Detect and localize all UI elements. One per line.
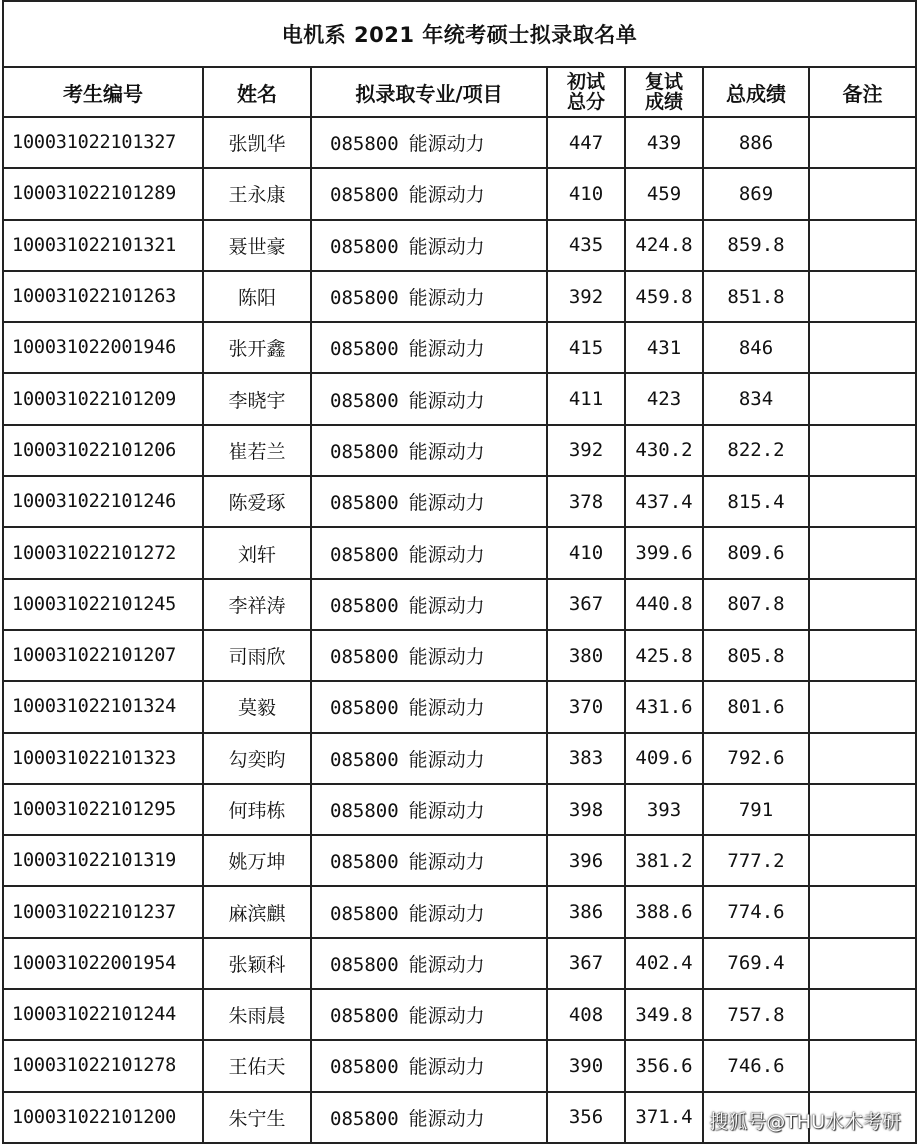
major-code: 085800 xyxy=(330,133,399,156)
total-score-cell: 774.6 xyxy=(703,886,809,937)
major-name: 能源动力 xyxy=(408,492,485,515)
header-row xyxy=(3,67,916,117)
total-score-cell: 886 xyxy=(703,117,809,168)
candidate-id-cell: 100031022101289 xyxy=(3,168,203,219)
major-name: 能源动力 xyxy=(408,133,485,156)
table-row xyxy=(3,630,916,681)
candidate-id-cell: 100031022101327 xyxy=(3,117,203,168)
major-name: 能源动力 xyxy=(408,1056,485,1079)
table-row xyxy=(3,681,916,732)
major-cell xyxy=(311,886,547,937)
major-code: 085800 xyxy=(330,902,399,925)
remark-cell xyxy=(809,322,916,373)
major-cell xyxy=(311,220,547,271)
header-total-score: 总成绩 xyxy=(703,67,809,117)
retest-score-cell: 424.8 xyxy=(625,220,703,271)
major-code: 085800 xyxy=(330,338,399,361)
remark-cell xyxy=(809,989,916,1040)
total-score-cell: 746.6 xyxy=(703,1040,809,1091)
table-row xyxy=(3,476,916,527)
prelim-score-cell: 380 xyxy=(547,630,625,681)
name-cell: 张开鑫 xyxy=(203,322,311,373)
prelim-score-cell: 410 xyxy=(547,527,625,578)
major-cell xyxy=(311,527,547,578)
major-cell xyxy=(311,989,547,1040)
name-cell: 朱雨晨 xyxy=(203,989,311,1040)
remark-cell xyxy=(809,220,916,271)
total-score-cell: 792.6 xyxy=(703,733,809,784)
candidate-id-cell: 100031022101323 xyxy=(3,733,203,784)
name-cell: 李晓宇 xyxy=(203,373,311,424)
major-name: 能源动力 xyxy=(408,902,485,925)
retest-score-cell: 439 xyxy=(625,117,703,168)
major-name: 能源动力 xyxy=(408,440,485,463)
retest-score-cell: 409.6 xyxy=(625,733,703,784)
major-cell xyxy=(311,373,547,424)
total-score-cell: 834 xyxy=(703,373,809,424)
total-score-cell: 809.6 xyxy=(703,527,809,578)
major-cell xyxy=(311,271,547,322)
major-cell xyxy=(311,938,547,989)
retest-score-cell: 356.6 xyxy=(625,1040,703,1091)
candidate-id-cell: 100031022001946 xyxy=(3,322,203,373)
retest-score-cell: 431.6 xyxy=(625,681,703,732)
table-row xyxy=(3,322,916,373)
major-cell xyxy=(311,579,547,630)
major-code: 085800 xyxy=(330,646,399,669)
header-retest-score xyxy=(625,67,703,117)
major-cell xyxy=(311,1040,547,1091)
name-cell: 司雨欣 xyxy=(203,630,311,681)
table-row xyxy=(3,168,916,219)
admission-list-sheet xyxy=(2,0,915,1144)
table-row xyxy=(3,886,916,937)
major-code: 085800 xyxy=(330,953,399,976)
major-name: 能源动力 xyxy=(408,1107,485,1130)
table-row xyxy=(3,1040,916,1091)
major-code: 085800 xyxy=(330,1005,399,1028)
candidate-id-cell: 100031022101206 xyxy=(3,425,203,476)
table-row xyxy=(3,784,916,835)
major-name: 能源动力 xyxy=(408,748,485,771)
header-prelim-line2: 总分 xyxy=(566,90,605,113)
prelim-score-cell: 398 xyxy=(547,784,625,835)
retest-score-cell: 431 xyxy=(625,322,703,373)
major-cell xyxy=(311,630,547,681)
table-title: 电机系 2021 年统考硕士拟录取名单 xyxy=(3,1,916,67)
major-code: 085800 xyxy=(330,389,399,412)
candidate-id-cell: 100031022101246 xyxy=(3,476,203,527)
major-cell xyxy=(311,168,547,219)
prelim-score-cell: 410 xyxy=(547,168,625,219)
major-name: 能源动力 xyxy=(408,235,485,258)
total-score-cell: 815.4 xyxy=(703,476,809,527)
table-row xyxy=(3,527,916,578)
remark-cell xyxy=(809,784,916,835)
total-score-cell: 846 xyxy=(703,322,809,373)
table-row xyxy=(3,271,916,322)
major-cell xyxy=(311,425,547,476)
candidate-id-cell: 100031022101324 xyxy=(3,681,203,732)
major-cell xyxy=(311,835,547,886)
name-cell: 张凯华 xyxy=(203,117,311,168)
retest-score-cell: 349.8 xyxy=(625,989,703,1040)
table-row xyxy=(3,220,916,271)
name-cell: 莫毅 xyxy=(203,681,311,732)
watermark-text: 搜狐号@THU水木考研 xyxy=(709,1111,901,1133)
name-cell: 陈阳 xyxy=(203,271,311,322)
prelim-score-cell: 378 xyxy=(547,476,625,527)
name-cell: 朱宁生 xyxy=(203,1092,311,1143)
name-cell: 麻滨麒 xyxy=(203,886,311,937)
table-row xyxy=(3,579,916,630)
header-retest-line2: 成绩 xyxy=(644,90,683,113)
candidate-id-cell: 100031022101319 xyxy=(3,835,203,886)
total-score-cell: 851.8 xyxy=(703,271,809,322)
table-row xyxy=(3,989,916,1040)
admission-table xyxy=(2,0,917,1144)
candidate-id-cell: 100031022101295 xyxy=(3,784,203,835)
name-cell: 刘轩 xyxy=(203,527,311,578)
remark-cell xyxy=(809,425,916,476)
name-cell: 勾奕昀 xyxy=(203,733,311,784)
prelim-score-cell: 356 xyxy=(547,1092,625,1143)
prelim-score-cell: 415 xyxy=(547,322,625,373)
remark-cell xyxy=(809,835,916,886)
total-score-cell: 769.4 xyxy=(703,938,809,989)
remark-cell xyxy=(809,271,916,322)
major-code: 085800 xyxy=(330,440,399,463)
retest-score-cell: 393 xyxy=(625,784,703,835)
prelim-score-cell: 390 xyxy=(547,1040,625,1091)
major-name: 能源动力 xyxy=(408,953,485,976)
candidate-id-cell: 100031022101272 xyxy=(3,527,203,578)
major-cell xyxy=(311,733,547,784)
candidate-id-cell: 100031022101263 xyxy=(3,271,203,322)
candidate-id-cell: 100031022101245 xyxy=(3,579,203,630)
header-prelim-line1: 初试 xyxy=(566,70,605,93)
major-cell xyxy=(311,681,547,732)
table-body xyxy=(3,117,916,1143)
remark-cell xyxy=(809,117,916,168)
major-cell xyxy=(311,322,547,373)
remark-cell xyxy=(809,938,916,989)
major-name: 能源动力 xyxy=(408,184,485,207)
table-row xyxy=(3,117,916,168)
candidate-id-cell: 100031022101278 xyxy=(3,1040,203,1091)
major-code: 085800 xyxy=(330,594,399,617)
major-name: 能源动力 xyxy=(408,800,485,822)
header-prelim-score xyxy=(547,67,625,117)
retest-score-cell: 423 xyxy=(625,373,703,424)
table-row xyxy=(3,425,916,476)
prelim-score-cell: 370 xyxy=(547,681,625,732)
major-cell xyxy=(311,476,547,527)
major-code: 085800 xyxy=(330,543,399,566)
prelim-score-cell: 411 xyxy=(547,373,625,424)
retest-score-cell: 425.8 xyxy=(625,630,703,681)
candidate-id-cell: 100031022101209 xyxy=(3,373,203,424)
major-code: 085800 xyxy=(330,800,399,822)
remark-cell xyxy=(809,373,916,424)
major-name: 能源动力 xyxy=(408,389,485,412)
major-name: 能源动力 xyxy=(408,697,485,720)
remark-cell xyxy=(809,527,916,578)
total-score-cell: 757.8 xyxy=(703,989,809,1040)
major-name: 能源动力 xyxy=(408,543,485,566)
header-remark: 备注 xyxy=(809,67,916,117)
total-score-cell: 777.2 xyxy=(703,835,809,886)
retest-score-cell: 437.4 xyxy=(625,476,703,527)
prelim-score-cell: 447 xyxy=(547,117,625,168)
name-cell: 何玮栋 xyxy=(203,784,311,835)
table-row xyxy=(3,733,916,784)
major-code: 085800 xyxy=(330,748,399,771)
prelim-score-cell: 392 xyxy=(547,271,625,322)
header-candidate-id: 考生编号 xyxy=(3,67,203,117)
remark-cell xyxy=(809,630,916,681)
prelim-score-cell: 396 xyxy=(547,835,625,886)
title-row xyxy=(3,1,916,67)
retest-score-cell: 399.6 xyxy=(625,527,703,578)
candidate-id-cell: 100031022101207 xyxy=(3,630,203,681)
remark-cell xyxy=(809,1040,916,1091)
total-score-cell: 791 xyxy=(703,784,809,835)
header-name: 姓名 xyxy=(203,67,311,117)
name-cell: 聂世豪 xyxy=(203,220,311,271)
major-code: 085800 xyxy=(330,235,399,258)
major-cell xyxy=(311,117,547,168)
retest-score-cell: 440.8 xyxy=(625,579,703,630)
major-name: 能源动力 xyxy=(408,338,485,361)
candidate-id-cell: 100031022101237 xyxy=(3,886,203,937)
prelim-score-cell: 408 xyxy=(547,989,625,1040)
major-code: 085800 xyxy=(330,492,399,515)
name-cell: 崔若兰 xyxy=(203,425,311,476)
total-score-cell: 801.6 xyxy=(703,681,809,732)
major-cell xyxy=(311,784,547,835)
name-cell: 陈爱琢 xyxy=(203,476,311,527)
candidate-id-cell: 100031022001954 xyxy=(3,938,203,989)
retest-score-cell: 459.8 xyxy=(625,271,703,322)
name-cell: 李祥涛 xyxy=(203,579,311,630)
prelim-score-cell: 392 xyxy=(547,425,625,476)
header-retest-line1: 复试 xyxy=(644,70,683,93)
name-cell: 王永康 xyxy=(203,168,311,219)
name-cell: 张颖科 xyxy=(203,938,311,989)
retest-score-cell: 381.2 xyxy=(625,835,703,886)
table-row xyxy=(3,373,916,424)
major-code: 085800 xyxy=(330,287,399,310)
prelim-score-cell: 367 xyxy=(547,579,625,630)
total-score-cell: 822.2 xyxy=(703,425,809,476)
major-name: 能源动力 xyxy=(408,646,485,669)
major-name: 能源动力 xyxy=(408,851,485,874)
remark-cell xyxy=(809,886,916,937)
candidate-id-cell: 100031022101244 xyxy=(3,989,203,1040)
major-code: 085800 xyxy=(330,1056,399,1079)
prelim-score-cell: 367 xyxy=(547,938,625,989)
retest-score-cell: 430.2 xyxy=(625,425,703,476)
total-score-cell: 805.8 xyxy=(703,630,809,681)
major-code: 085800 xyxy=(330,184,399,207)
remark-cell xyxy=(809,168,916,219)
remark-cell xyxy=(809,579,916,630)
table-row xyxy=(3,938,916,989)
candidate-id-cell: 100031022101321 xyxy=(3,220,203,271)
candidate-id-cell: 100031022101200 xyxy=(3,1092,203,1143)
remark-cell xyxy=(809,733,916,784)
retest-score-cell: 371.4 xyxy=(625,1092,703,1143)
major-code: 085800 xyxy=(330,1107,399,1130)
prelim-score-cell: 435 xyxy=(547,220,625,271)
header-major: 拟录取专业/项目 xyxy=(311,67,547,117)
name-cell: 姚万坤 xyxy=(203,835,311,886)
prelim-score-cell: 386 xyxy=(547,886,625,937)
retest-score-cell: 388.6 xyxy=(625,886,703,937)
prelim-score-cell: 383 xyxy=(547,733,625,784)
remark-cell xyxy=(809,476,916,527)
total-score-cell: 807.8 xyxy=(703,579,809,630)
retest-score-cell: 459 xyxy=(625,168,703,219)
major-name: 能源动力 xyxy=(408,594,485,617)
total-score-cell: 859.8 xyxy=(703,220,809,271)
major-name: 能源动力 xyxy=(408,287,485,310)
total-score-cell: 869 xyxy=(703,168,809,219)
major-code: 085800 xyxy=(330,851,399,874)
major-cell xyxy=(311,1092,547,1143)
table-row xyxy=(3,835,916,886)
major-code: 085800 xyxy=(330,697,399,720)
remark-cell xyxy=(809,681,916,732)
major-name: 能源动力 xyxy=(408,1005,485,1028)
name-cell: 王佑天 xyxy=(203,1040,311,1091)
retest-score-cell: 402.4 xyxy=(625,938,703,989)
